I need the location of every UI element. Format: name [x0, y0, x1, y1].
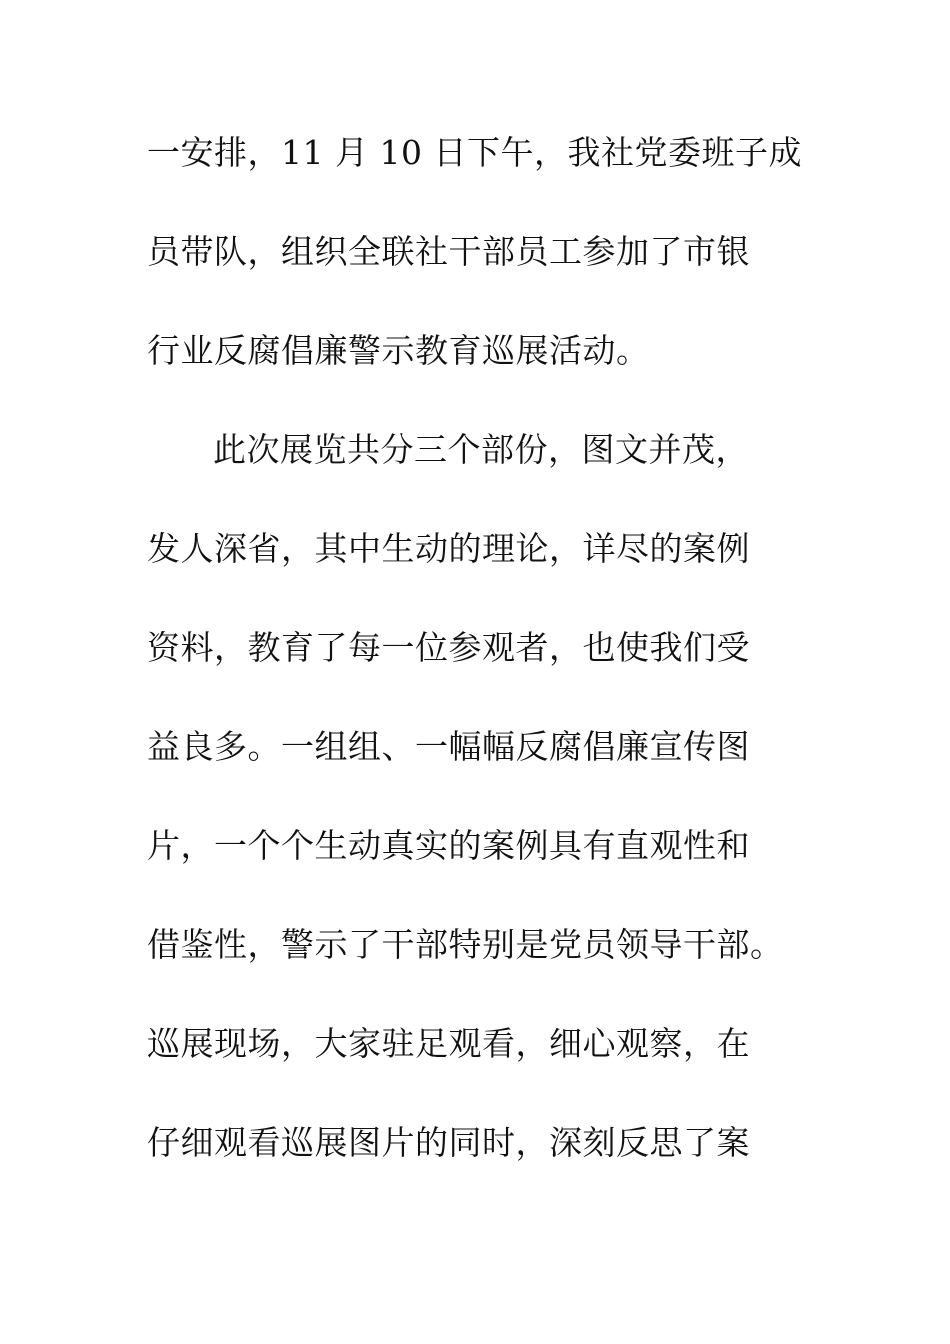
text-line: 行业反腐倡廉警示教育巡展活动。 — [147, 331, 650, 370]
text-line: 片，一个个生动真实的案例具有直观性和 — [147, 826, 750, 865]
text-line: 巡展现场，大家驻足观看，细心观察，在 — [147, 1024, 750, 1063]
text-line: 益良多。一组组、一幅幅反腐倡廉宣传图 — [147, 727, 750, 766]
text-line: 资料，教育了每一位参观者，也使我们受 — [147, 628, 750, 667]
text-line: 发人深省，其中生动的理论，详尽的案例 — [147, 529, 750, 568]
text-line: 员带队，组织全联社干部员工参加了市银 — [147, 232, 750, 271]
paragraph-start-line: 此次展览共分三个部份，图文并茂， — [213, 430, 749, 469]
text-line: 一安排，11 月 10 日下午，我社党委班子成 — [147, 133, 802, 172]
text-line: 借鉴性，警示了干部特别是党员领导干部。 — [147, 925, 784, 964]
text-line: 仔细观看巡展图片的同时，深刻反思了案 — [147, 1123, 750, 1162]
